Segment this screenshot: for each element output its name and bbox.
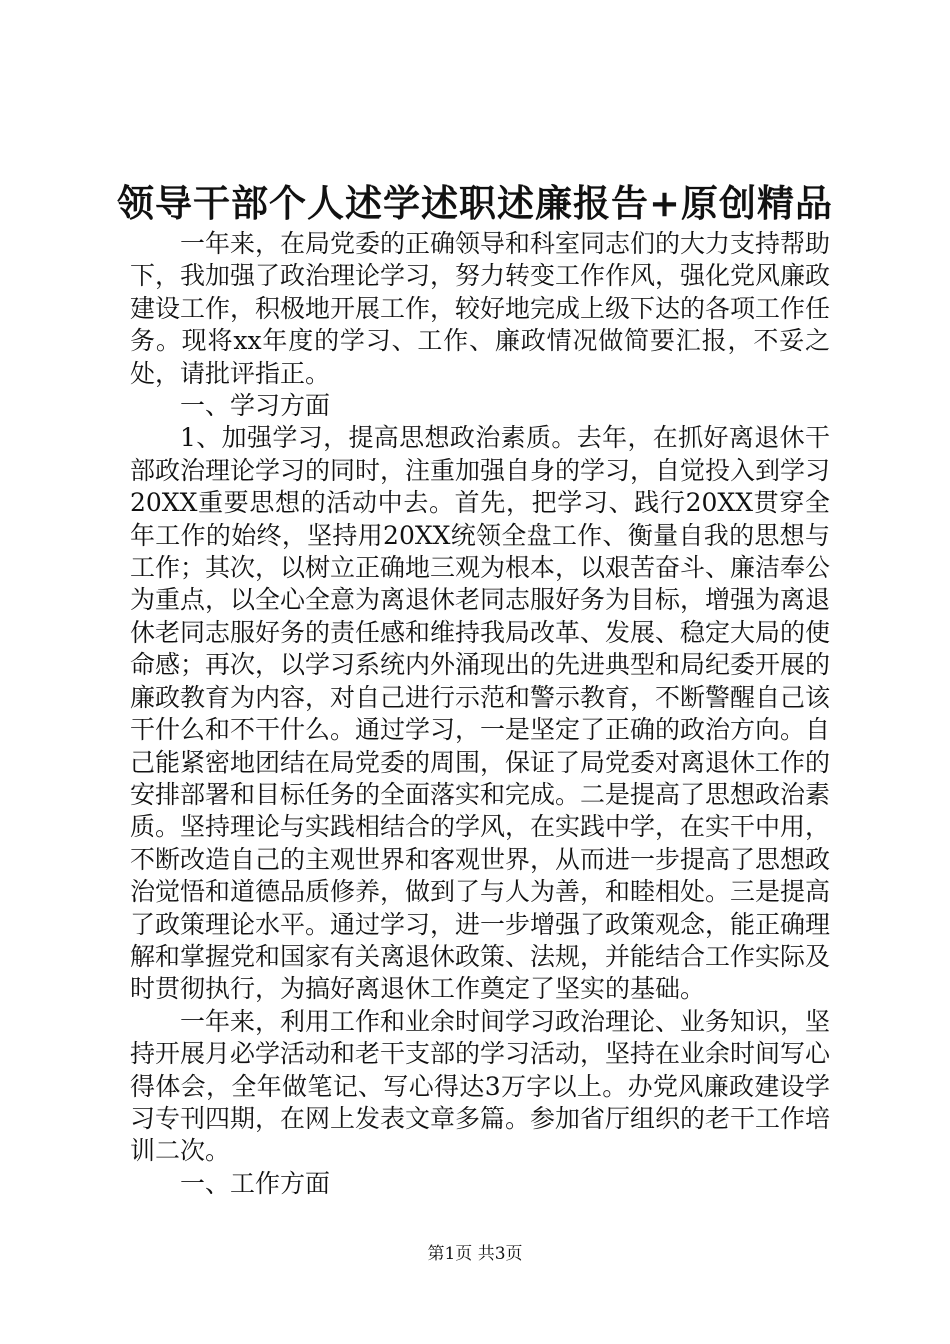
section-heading-work: 一、工作方面: [180, 1168, 331, 1198]
document-title: 领导干部个人述学述职述廉报告+原创精品: [116, 181, 833, 225]
section-heading-study: 一、学习方面: [180, 391, 331, 421]
paragraph-intro: 一年来，在局党委的正确领导和科室同志们的大力支持帮助下，我加强了政治理论学习，努力转变工作作风，强化党风廉政建设工作，积极地开展工作，较好地完成上级下达的各项工作任务。现将xx年度的学习、工作、廉政情况做简要汇报，不妥之处，请批评指正。: [130, 229, 831, 388]
page-footer: 第1页 共3页: [427, 1244, 523, 1264]
paragraph-study-summary: 一年来，利用工作和业余时间学习政治理论、业务知识，坚持开展月必学活动和老干支部的学习活动，坚持在业余时间写心得体会，全年做笔记、写心得达3万字以上。办党风廉政建设学习专刊四期，在网上发表文章多篇。参加省厅组织的老干工作培训二次。: [130, 1006, 831, 1166]
paragraph-study-detail: 1、加强学习，提高思想政治素质。去年，在抓好离退休干部政治理论学习的同时，注重加强自身的学习，自觉投入到学习20XX重要思想的活动中去。首先，把学习、践行20XX贯穿全年工作的始终，坚持用20XX统领全盘工作、衡量自我的思想与工作；其次，以树立正确地三观为根本，以艰苦奋斗、廉洁奉公为重点，以全心全意为离退休老同志服好务为目标，增强为离退休老同志服好务的责任感和维持我局改革、发展、稳定大局的使命感；再次，以学习系统内外涌现出的先进典型和局纪委开展的廉政教育为内容，对自己进行示范和警示教育，不断警醒自己该干什么和不干什么。通过学习，一是坚定了正确的政治方向。自己能紧密地团结在局党委的周围，保证了局党委对离退休工作的安排部署和目标任务的全面落实和完成。二是提高了思想政治素质。坚持理论与实践相结合的学风，在实践中学，在实干中用，不断改造自己的主观世界和客观世界，从而进一步提高了思想政治觉悟和道德品质修养，做到了与人为善，和睦相处。三是提高了政策理论水平。通过学习，进一步增强了政策观念，能正确理解和掌握党和国家有关离退休政策、法规，并能结合工作实际及时贯彻执行，为搞好离退休工作奠定了坚实的基础。: [130, 423, 831, 1004]
document-body: [130, 228, 830, 1200]
